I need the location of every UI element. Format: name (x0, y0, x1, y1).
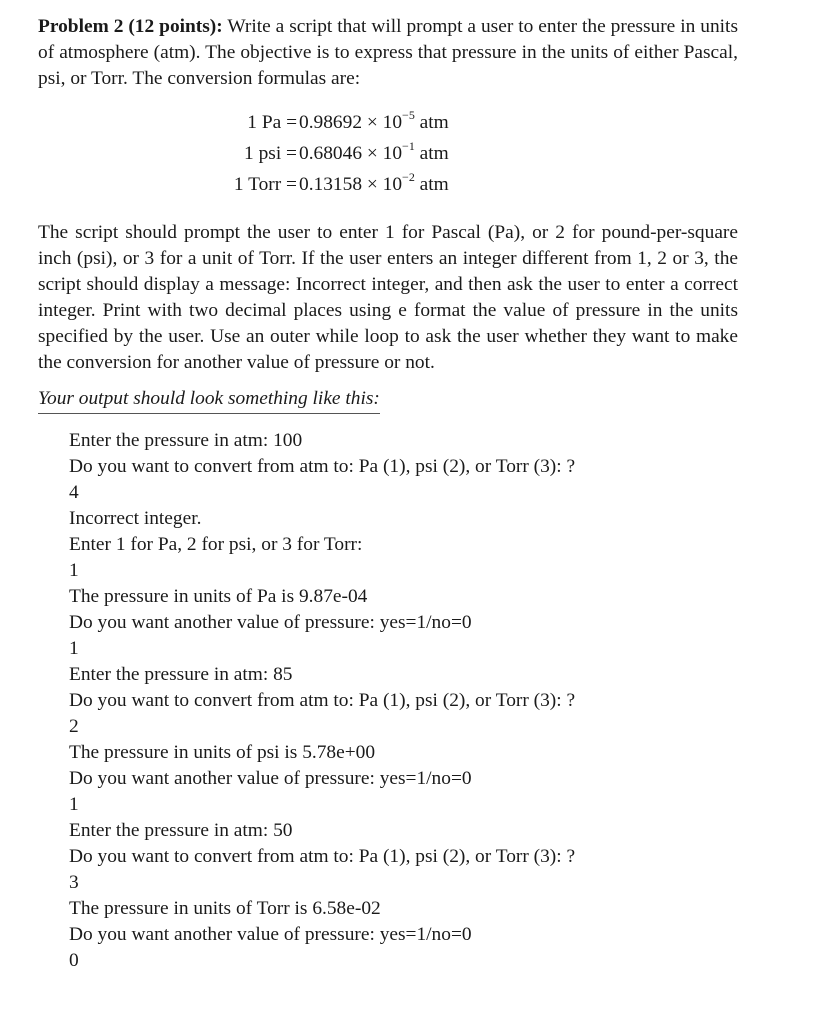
output-line: Enter 1 for Pa, 2 for psi, or 3 for Torr: (69, 534, 363, 555)
output-line: Do you want to convert from atm to: Pa (1), psi (2), or Torr (3): ? (69, 846, 576, 867)
output-line: Do you want to convert from atm to: Pa (1), psi (2), or Torr (3): ? (69, 456, 576, 477)
output-line: Enter the pressure in atm: 85 (69, 664, 293, 685)
formula-lhs: 1 psi = (244, 143, 297, 164)
output-heading: Your output should look something like this: (38, 386, 380, 414)
formula-unit: atm (414, 143, 449, 164)
output-line: Do you want to convert from atm to: Pa (1), psi (2), or Torr (3): ? (69, 690, 576, 711)
formula-unit: atm (414, 174, 449, 195)
output-line: Enter the pressure in atm: 100 (69, 430, 303, 451)
output-line: The pressure in units of Pa is 9.87e-04 (69, 586, 368, 607)
formula-mantissa: 0.68046 × 10 (299, 143, 403, 164)
output-line: 3 (69, 872, 79, 893)
formula-exponent: −5 (402, 108, 415, 122)
output-line: Do you want another value of pressure: yes=1/no=0 (69, 924, 472, 945)
output-line: 1 (69, 794, 79, 815)
output-line: 1 (69, 638, 79, 659)
output-line: Incorrect integer. (69, 508, 202, 529)
formula-mantissa: 0.98692 × 10 (299, 112, 403, 133)
output-line: The pressure in units of Torr is 6.58e-02 (69, 898, 381, 919)
output-line: 1 (69, 560, 79, 581)
output-line: The pressure in units of psi is 5.78e+00 (69, 742, 376, 763)
formula-rhs (299, 110, 738, 136)
problem-heading: Problem 2 (12 points): (38, 16, 223, 37)
output-line: 0 (69, 950, 79, 971)
formula-rhs (299, 172, 738, 198)
formula-rhs (299, 141, 738, 167)
formula-lhs: 1 Torr = (233, 174, 297, 195)
problem-statement (38, 14, 738, 92)
formula-mantissa: 0.13158 × 10 (299, 174, 403, 195)
conversion-formulas (38, 110, 738, 198)
output-line: Enter the pressure in atm: 50 (69, 820, 293, 841)
problem-intro: Write a script that will prompt a user to enter the pressure in units of atmosphere (atm). The objective is to express that pressure in the units of either Pascal, psi, or Torr. The conversion formulas are: (38, 16, 738, 89)
formula-lhs: 1 Pa = (247, 112, 297, 133)
formula-exponent: −1 (402, 139, 415, 153)
formula-exponent: −2 (402, 170, 415, 184)
output-line: 4 (69, 482, 79, 503)
output-line: Do you want another value of pressure: yes=1/no=0 (69, 768, 472, 789)
sample-output (69, 428, 738, 974)
output-line: 2 (69, 716, 79, 737)
output-line: Do you want another value of pressure: yes=1/no=0 (69, 612, 472, 633)
instructions-paragraph: The script should prompt the user to enter 1 for Pascal (Pa), or 2 for pound-per-square inch (psi), or 3 for a unit of Torr. If the user enters an integer different from 1, 2 or 3, the script should display a message: Incorrect integer, and then ask the user to enter a correct integer. Print with two decimal places using e format the value of pressure in the units specified by the user. Use an outer while loop to ask the user whether they want to make the conversion for another value of pressure or not. (38, 222, 738, 373)
formula-unit: atm (414, 112, 449, 133)
document-page (38, 14, 738, 974)
